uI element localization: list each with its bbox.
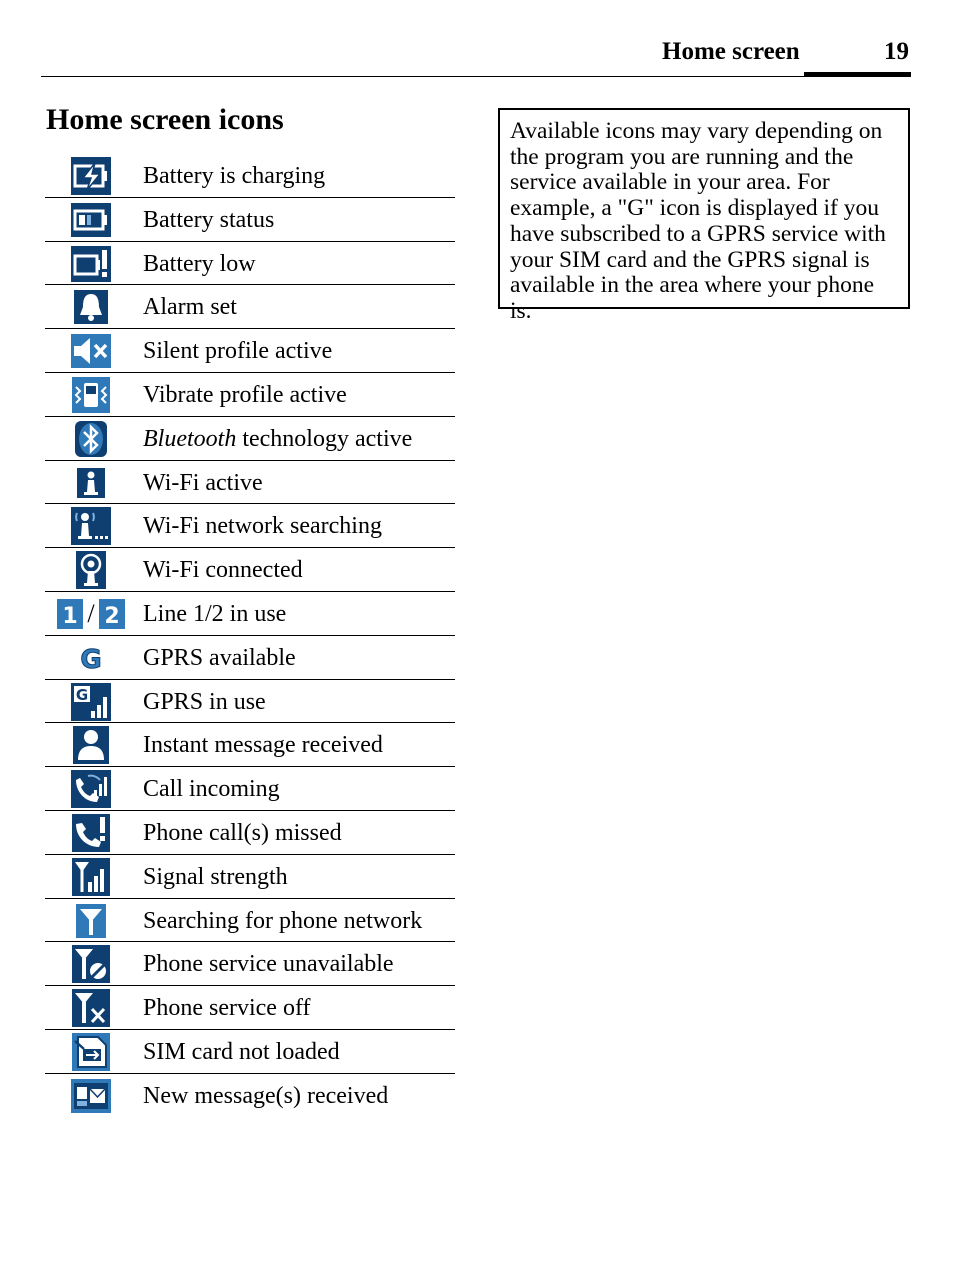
wifi-searching-icon — [67, 507, 115, 545]
icon-row — [45, 723, 455, 767]
icon-row — [45, 461, 455, 505]
signal-strength-icon — [67, 858, 115, 896]
svg-text:2: 2 — [104, 603, 120, 629]
icon-label: Battery is charging — [143, 163, 326, 189]
vibrate-phone-icon — [67, 376, 115, 414]
icon-label: Wi-Fi active — [143, 469, 263, 496]
line-icons — [57, 595, 125, 633]
svg-text:1: 1 — [62, 603, 78, 629]
icon-label: Searching for phone network — [143, 907, 423, 934]
icon-row — [45, 942, 455, 986]
icon-row — [45, 154, 455, 198]
gprs-g-icon — [67, 639, 115, 677]
gprs-in-use-icon — [67, 683, 115, 721]
new-message-icon — [67, 1077, 115, 1115]
icon-label: Battery low — [143, 250, 256, 277]
antenna-no-service-icon — [67, 945, 115, 983]
header-rule-accent — [804, 72, 911, 77]
wifi-connected-icon — [67, 551, 115, 589]
line-2-icon — [99, 599, 125, 629]
icon-label: GPRS in use — [143, 688, 266, 715]
icon-row — [45, 680, 455, 724]
antenna-off-icon — [67, 989, 115, 1027]
line-separator: / — [87, 598, 95, 628]
icon-label: Phone service off — [143, 995, 311, 1022]
icon-row — [45, 504, 455, 548]
icon-label: Phone service unavailable — [143, 951, 394, 978]
section-title: Home screen icons — [46, 103, 284, 136]
icon-row — [45, 198, 455, 242]
icon-label: Alarm set — [143, 294, 237, 321]
note-box: Available icons may vary depending on the program you are running and the service available in your area. For example, a "G" icon is displayed if you have subscribed to a GPRS service with your SIM card and the GPRS signal is available in the area where your phone is. — [498, 108, 910, 309]
icon-label: GPRS available — [143, 644, 296, 671]
icon-label: Battery status — [143, 206, 275, 233]
alarm-bell-icon — [67, 288, 115, 326]
header-rule — [41, 76, 911, 77]
icon-label: Wi-Fi network searching — [143, 513, 382, 540]
icon-row — [45, 1030, 455, 1074]
icon-row — [45, 767, 455, 811]
wifi-active-icon — [67, 464, 115, 502]
bluetooth-icon — [67, 420, 115, 458]
icon-row — [45, 811, 455, 855]
battery-low-icon — [67, 245, 115, 283]
line-1-icon — [57, 599, 83, 629]
icon-row — [45, 899, 455, 943]
icon-row — [45, 636, 455, 680]
person-icon — [67, 726, 115, 764]
icon-label: New message(s) received — [143, 1082, 389, 1109]
call-incoming-icon — [67, 770, 115, 808]
icon-label: Silent profile active — [143, 338, 333, 365]
icon-row — [45, 242, 455, 286]
icon-label: SIM card not loaded — [143, 1038, 340, 1065]
icon-table — [45, 154, 455, 1118]
icon-row — [45, 329, 455, 373]
icon-label: Wi-Fi connected — [143, 557, 303, 584]
icon-row — [45, 855, 455, 899]
icon-row — [45, 285, 455, 329]
icon-row — [45, 592, 455, 636]
svg-text:G: G — [75, 685, 89, 704]
icon-row — [45, 986, 455, 1030]
running-header-section: Home screen — [662, 38, 800, 65]
icon-label: Vibrate profile active — [143, 381, 347, 408]
antenna-icon — [67, 902, 115, 940]
icon-row — [45, 417, 455, 461]
battery-status-icon — [67, 201, 115, 239]
icon-label: Phone call(s) missed — [143, 819, 342, 846]
icon-row — [45, 1074, 455, 1118]
icon-label: Signal strength — [143, 863, 288, 890]
missed-call-icon — [67, 814, 115, 852]
sim-card-missing-icon — [67, 1033, 115, 1071]
page-number: 19 — [884, 38, 909, 65]
icon-row — [45, 548, 455, 592]
svg-text:G: G — [80, 644, 102, 673]
battery-charging-icon — [67, 157, 115, 195]
icon-label: Line 1/2 in use — [143, 600, 287, 627]
icon-label: Bluetooth technology active — [143, 425, 413, 452]
speaker-muted-icon — [67, 332, 115, 370]
icon-label: Instant message received — [143, 732, 383, 759]
icon-label: Call incoming — [143, 776, 280, 803]
icon-row — [45, 373, 455, 417]
